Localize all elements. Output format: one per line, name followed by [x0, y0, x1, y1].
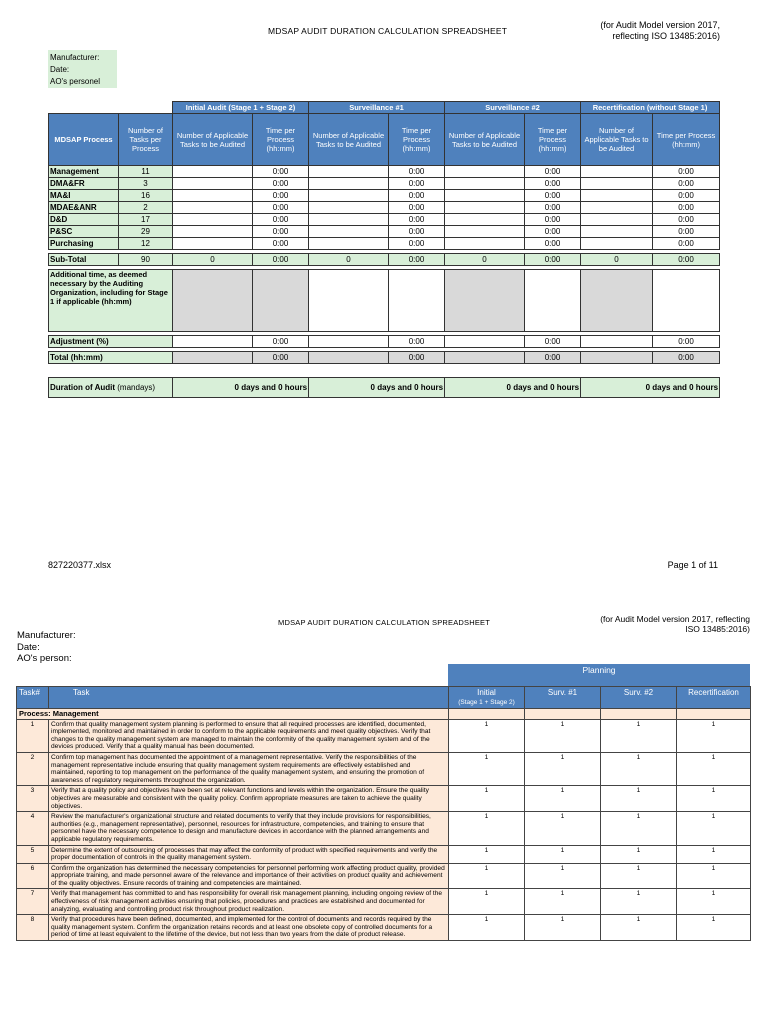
planning-value[interactable]: 1 — [449, 863, 525, 889]
applicable-tasks-input[interactable] — [581, 202, 653, 214]
task-text: Confirm the organization has determined the necessary competencies for personnel performing work affecting product quality, provided appropriate training, and made personnel aware of the relevance and importance of their activities on product quality and achievement of the quality objectives. Ensure records of training and competencies are maintained. — [49, 863, 449, 889]
process-row — [49, 226, 720, 238]
time-per-process: 0:00 — [653, 202, 720, 214]
meta-box — [48, 50, 117, 88]
process-tasks: 11 — [119, 166, 173, 178]
applicable-tasks-input[interactable] — [173, 178, 253, 190]
task-number: 6 — [17, 863, 49, 889]
total-initial — [173, 352, 253, 364]
time-per-process: 0:00 — [253, 202, 309, 214]
col-time: Time per Process (hh:mm) — [653, 114, 720, 166]
planning-value[interactable]: 1 — [677, 786, 751, 812]
col-surv2: Surv. #2 — [601, 687, 677, 709]
planning-value[interactable]: 1 — [525, 889, 601, 915]
manufacturer-label: Manufacturer: — [50, 53, 100, 62]
duration-surv1: 0 days and 0 hours — [309, 378, 445, 398]
applicable-tasks-input[interactable] — [581, 226, 653, 238]
planning-value[interactable]: 1 — [525, 915, 601, 941]
process-tasks: 2 — [119, 202, 173, 214]
phase-initial: Initial Audit (Stage 1 + Stage 2) — [173, 102, 309, 114]
planning-value[interactable]: 1 — [449, 786, 525, 812]
planning-value[interactable]: 1 — [449, 889, 525, 915]
process-name: MA&I — [49, 190, 119, 202]
task-number: 8 — [17, 915, 49, 941]
time-per-process: 0:00 — [653, 178, 720, 190]
planning-value[interactable]: 1 — [601, 786, 677, 812]
task-text: Verify that management has committed to and has responsibility for overall risk management planning, including ongoing review of the effectiveness of risk management activities ensuring that policies, procedures and practices are established and documented for analyzing, evaluating and controlling product risk throughout product realization. — [49, 889, 449, 915]
applicable-tasks-input[interactable] — [173, 238, 253, 250]
total-surv1 — [309, 352, 389, 364]
task-text: Confirm that quality management system planning is performed to ensure that all required processes are identified, documented, implemented, monitored and maintained in order to conform to the applicable requirements and meet quality objectives. Verify that changes to the quality management system are managed to maintain the conformity of the quality management system and of the devices produced. Verify that a quality manual has been documented. — [49, 719, 449, 752]
phase-surv2: Surveillance #2 — [445, 102, 581, 114]
planning-header: Planning — [448, 664, 750, 686]
planning-value[interactable]: 1 — [449, 845, 525, 863]
process-row — [49, 238, 720, 250]
col-tasks: Number of Tasks per Process — [119, 114, 173, 166]
col-time: Time per Process (hh:mm) — [525, 114, 581, 166]
col-time: Time per Process (hh:mm) — [253, 114, 309, 166]
task-number: 7 — [17, 889, 49, 915]
applicable-tasks-input[interactable] — [173, 226, 253, 238]
total-recert-time: 0:00 — [653, 352, 720, 364]
task-text: Verify that procedures have been defined, documented, and implemented for the control of documents and records required by the quality management system. Confirm the organization retains records and at least one obsolete copy of controlled documents for a period of time at least equivalent to the lifetime of the device, but not less than two years from the date of product release. — [49, 915, 449, 941]
applicable-tasks-input[interactable] — [445, 214, 525, 226]
planning-value[interactable]: 1 — [525, 863, 601, 889]
planning-value[interactable]: 1 — [449, 719, 525, 752]
col-time: Time per Process (hh:mm) — [389, 114, 445, 166]
subtotal-count: 0 — [309, 254, 389, 266]
time-per-process: 0:00 — [253, 178, 309, 190]
subtotal-tasks: 90 — [119, 254, 173, 266]
time-per-process: 0:00 — [253, 214, 309, 226]
time-per-process: 0:00 — [653, 226, 720, 238]
applicable-tasks-input[interactable] — [173, 166, 253, 178]
version-note: (for Audit Model version 2017, reflecting ISO 13485:2016) — [600, 20, 720, 41]
duration-surv2: 0 days and 0 hours — [445, 378, 581, 398]
total-surv1-time: 0:00 — [389, 352, 445, 364]
task-row — [17, 786, 751, 812]
date-label: Date: — [50, 65, 70, 74]
col-applicable: Number of Applicable Tasks to be Audited — [445, 114, 525, 166]
planning-value[interactable]: 1 — [677, 719, 751, 752]
process-tasks: 17 — [119, 214, 173, 226]
total-surv2-time: 0:00 — [525, 352, 581, 364]
applicable-tasks-input[interactable] — [581, 166, 653, 178]
task-row — [17, 812, 751, 845]
adjustment-initial[interactable] — [173, 336, 253, 348]
adjustment-initial-time: 0:00 — [253, 336, 309, 348]
planning-value[interactable]: 1 — [601, 845, 677, 863]
planning-value[interactable]: 1 — [449, 812, 525, 845]
process-tasks: 29 — [119, 226, 173, 238]
process-name: D&D — [49, 214, 119, 226]
task-number: 1 — [17, 719, 49, 752]
subtotal-count: 0 — [581, 254, 653, 266]
process-row — [49, 202, 720, 214]
time-per-process: 0:00 — [653, 190, 720, 202]
applicable-tasks-input[interactable] — [581, 178, 653, 190]
applicable-tasks-input[interactable] — [309, 178, 389, 190]
process-label: Process: Management — [17, 709, 449, 720]
time-per-process: 0:00 — [653, 238, 720, 250]
date-label: Date: — [17, 641, 40, 653]
planning-value[interactable]: 1 — [525, 752, 601, 785]
time-per-process: 0:00 — [253, 166, 309, 178]
applicable-tasks-input[interactable] — [309, 202, 389, 214]
planning-value[interactable]: 1 — [601, 752, 677, 785]
planning-value[interactable]: 1 — [601, 889, 677, 915]
applicable-tasks-input[interactable] — [581, 190, 653, 202]
time-per-process: 0:00 — [389, 226, 445, 238]
additional-time-label: Additional time, as deemed necessary by the Auditing Organization, including for Stage 1 if applicable (hh:mm) — [49, 270, 173, 332]
time-per-process: 0:00 — [389, 178, 445, 190]
col-applicable: Number of Applicable Tasks to be Audited — [309, 114, 389, 166]
subtotal-time: 0:00 — [253, 254, 309, 266]
page-title: MDSAP AUDIT DURATION CALCULATION SPREADSHEET — [268, 26, 508, 36]
col-task-no: Task# — [17, 687, 49, 709]
subtotal-time: 0:00 — [653, 254, 720, 266]
applicable-tasks-input[interactable] — [581, 214, 653, 226]
planning-value[interactable]: 1 — [601, 863, 677, 889]
process-name: DMA&FR — [49, 178, 119, 190]
task-text: Review the manufacturer's organizational structure and related documents to verify that they include provisions for responsibilities, authorities (e.g., management representative), personnel, resources for infrastructure, competencies, and training to ensure that personnel have the necessary competence to design and manufacture devices in accordance with the planned arrangements and applicable regulatory requirements. — [49, 812, 449, 845]
additional-initial — [173, 270, 253, 332]
applicable-tasks-input[interactable] — [445, 226, 525, 238]
task-row — [17, 752, 751, 785]
additional-surv2-time[interactable] — [525, 270, 581, 332]
process-tasks: 3 — [119, 178, 173, 190]
process-name: Management — [49, 166, 119, 178]
applicable-tasks-input[interactable] — [173, 214, 253, 226]
process-row — [49, 190, 720, 202]
time-per-process: 0:00 — [389, 214, 445, 226]
process-name: Purchasing — [49, 238, 119, 250]
process-row — [49, 214, 720, 226]
col-applicable: Number of Applicable Tasks to be Audited — [173, 114, 253, 166]
time-per-process: 0:00 — [525, 238, 581, 250]
applicable-tasks-input[interactable] — [445, 190, 525, 202]
subtotal-time: 0:00 — [525, 254, 581, 266]
task-number: 4 — [17, 812, 49, 845]
planning-value[interactable]: 1 — [525, 812, 601, 845]
applicable-tasks-input[interactable] — [581, 238, 653, 250]
ao-label: AO's person: — [17, 653, 72, 664]
process-name: MDAE&ANR — [49, 202, 119, 214]
applicable-tasks-input[interactable] — [173, 202, 253, 214]
task-text: Verify that a quality policy and objectives have been set at relevant functions and levels within the organization. Ensure the quality objectives are measurable and consistent with the quality policy. Confirm appropriate measures are taken to achieve the quality objectives. — [49, 786, 449, 812]
adjustment-recert-time: 0:00 — [653, 336, 720, 348]
col-applicable: Number of Applicable Tasks to be Audited — [581, 114, 653, 166]
additional-surv1[interactable] — [309, 270, 389, 332]
adjustment-surv2-time: 0:00 — [525, 336, 581, 348]
time-per-process: 0:00 — [253, 226, 309, 238]
applicable-tasks-input[interactable] — [445, 238, 525, 250]
time-per-process: 0:00 — [525, 178, 581, 190]
time-per-process: 0:00 — [389, 166, 445, 178]
adjustment-surv2[interactable] — [445, 336, 525, 348]
task-text: Determine the extent of outsourcing of processes that may affect the conformity of product with specified requirements and verify the proper documentation of controls in the quality management system. — [49, 845, 449, 863]
time-per-process: 0:00 — [253, 238, 309, 250]
task-row — [17, 915, 751, 941]
process-tasks: 16 — [119, 190, 173, 202]
process-tasks: 12 — [119, 238, 173, 250]
task-number: 5 — [17, 845, 49, 863]
planning-value[interactable]: 1 — [525, 845, 601, 863]
applicable-tasks-input[interactable] — [445, 178, 525, 190]
col-initial: Initial (Stage 1 + Stage 2) — [449, 687, 525, 709]
task-number: 3 — [17, 786, 49, 812]
ao-label: AO's personel — [50, 77, 100, 86]
subtotal-count: 0 — [173, 254, 253, 266]
time-per-process: 0:00 — [525, 190, 581, 202]
duration-label: Duration of Audit (mandays) — [49, 378, 173, 398]
applicable-tasks-input[interactable] — [309, 226, 389, 238]
adjustment-label: Adjustment (%) — [49, 336, 173, 348]
adjustment-surv1[interactable] — [309, 336, 389, 348]
duration-recert: 0 days and 0 hours — [581, 378, 720, 398]
col-task: Task — [49, 687, 449, 709]
adjustment-surv1-time: 0:00 — [389, 336, 445, 348]
applicable-tasks-input[interactable] — [309, 238, 389, 250]
planning-value[interactable]: 1 — [677, 812, 751, 845]
meta-block — [17, 630, 76, 665]
planning-value[interactable]: 1 — [525, 719, 601, 752]
planning-value[interactable]: 1 — [677, 863, 751, 889]
additional-surv2 — [445, 270, 525, 332]
total-initial-time: 0:00 — [253, 352, 309, 364]
task-row — [17, 863, 751, 889]
calculation-table — [48, 101, 720, 398]
planning-value[interactable]: 1 — [677, 889, 751, 915]
planning-value[interactable]: 1 — [677, 752, 751, 785]
time-per-process: 0:00 — [389, 190, 445, 202]
subtotal-label: Sub-Total — [49, 254, 119, 266]
time-per-process: 0:00 — [525, 214, 581, 226]
time-per-process: 0:00 — [525, 226, 581, 238]
task-row — [17, 889, 751, 915]
applicable-tasks-input[interactable] — [445, 166, 525, 178]
time-per-process: 0:00 — [525, 202, 581, 214]
additional-initial-time — [253, 270, 309, 332]
planning-value[interactable]: 1 — [449, 915, 525, 941]
page-number: Page 1 of 11 — [667, 560, 718, 570]
time-per-process: 0:00 — [253, 190, 309, 202]
task-text: Confirm top management has documented the appointment of a management representative. Verify the responsibilities of the management representative include ensuring that quality management system requirements are effectively established and maintained, reporting to top management on the performance of the quality management system, and ensuring the promotion of awareness of regulatory requirements throughout the organization. — [49, 752, 449, 785]
col-surv1: Surv. #1 — [525, 687, 601, 709]
file-name: 827220377.xlsx — [48, 560, 112, 570]
applicable-tasks-input[interactable] — [309, 166, 389, 178]
total-label: Total (hh:mm) — [49, 352, 173, 364]
tasks-table — [16, 686, 751, 941]
task-row — [17, 845, 751, 863]
subtotal-time: 0:00 — [389, 254, 445, 266]
time-per-process: 0:00 — [525, 166, 581, 178]
col-recert: Recertification — [677, 687, 751, 709]
page-title: MDSAP AUDIT DURATION CALCULATION SPREADSHEET — [278, 618, 491, 627]
planning-value[interactable]: 1 — [601, 915, 677, 941]
process-name: P&SC — [49, 226, 119, 238]
planning-value[interactable]: 1 — [677, 845, 751, 863]
applicable-tasks-input[interactable] — [309, 214, 389, 226]
time-per-process: 0:00 — [389, 202, 445, 214]
additional-recert-time[interactable] — [653, 270, 720, 332]
task-row — [17, 719, 751, 752]
time-per-process: 0:00 — [653, 214, 720, 226]
phase-recert: Recertification (without Stage 1) — [581, 102, 720, 114]
process-row — [49, 178, 720, 190]
applicable-tasks-input[interactable] — [173, 190, 253, 202]
additional-surv1-time[interactable] — [389, 270, 445, 332]
planning-value[interactable]: 1 — [677, 915, 751, 941]
total-recert — [581, 352, 653, 364]
adjustment-recert[interactable] — [581, 336, 653, 348]
duration-initial: 0 days and 0 hours — [173, 378, 309, 398]
subtotal-count: 0 — [445, 254, 525, 266]
col-process: MDSAP Process — [49, 114, 119, 166]
planning-value[interactable]: 1 — [601, 719, 677, 752]
time-per-process: 0:00 — [653, 166, 720, 178]
phase-surv1: Surveillance #1 — [309, 102, 445, 114]
applicable-tasks-input[interactable] — [309, 190, 389, 202]
task-number: 2 — [17, 752, 49, 785]
manufacturer-label: Manufacturer: — [17, 630, 76, 641]
process-row — [49, 166, 720, 178]
planning-value[interactable]: 1 — [449, 752, 525, 785]
additional-recert — [581, 270, 653, 332]
time-per-process: 0:00 — [389, 238, 445, 250]
applicable-tasks-input[interactable] — [445, 202, 525, 214]
planning-value[interactable]: 1 — [525, 786, 601, 812]
version-note: (for Audit Model version 2017, reflecting ISO 13485:2016) — [600, 614, 750, 634]
total-surv2 — [445, 352, 525, 364]
planning-value[interactable]: 1 — [601, 812, 677, 845]
